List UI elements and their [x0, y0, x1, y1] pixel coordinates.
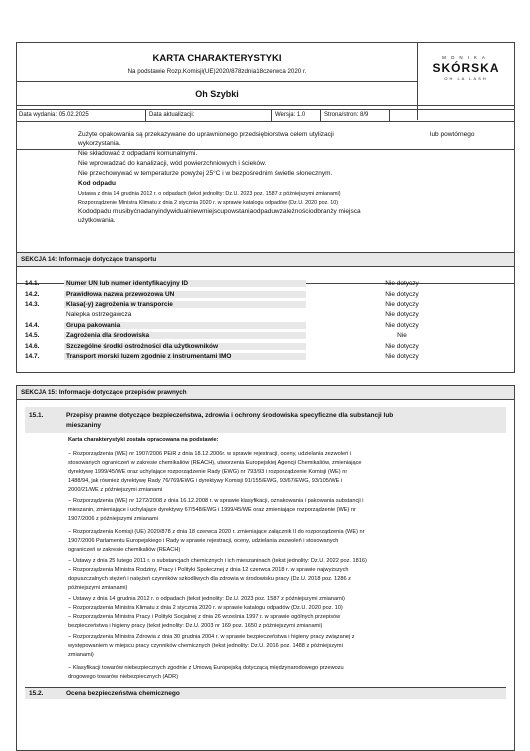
subsection-number: 15.2.	[29, 690, 44, 697]
divider	[17, 81, 417, 82]
regulation-line: dyrektywę 1999/45/WE oraz uchylające rozporządzenie Rady (EWG) nr 793/93 i rozporządzenie Komisji (WE) nr	[68, 469, 348, 475]
divider	[320, 110, 321, 121]
regulation-line: 1907/2006 Parlamentu Europejskiego i Rady w sprawie rejestracji, oceny, udzielania zezwoleń i stosowanych	[68, 538, 339, 544]
disposal-line: Zużyte opakowania są przekazywane do uprawnionego przedsiębiorstwa celem utylizacji	[78, 131, 334, 138]
row-label: Nalepka ostrzegawcza	[66, 311, 132, 318]
regulation-line: − Rozporządzenia (WE) nr 1272/2008 z dnia 16.12.2008 r. w sprawie klasyfikacji, oznakowania i pakowania substancji i	[68, 498, 364, 504]
waste-regulation-line: Rozporządzenie Ministra Klimatu z dnia 2 stycznia 2020 r. w sprawie katalogu odpadów (Dz.U. 2020 poz. 10)	[78, 200, 339, 206]
logo-bottom-text: OH LA LASH	[444, 76, 488, 81]
regulation-line: − Rozporządzenia Ministra Pracy i Polityki Socjalnej z dnia 26 września 1997 r. w sprawie ogólnych przepisów	[68, 614, 341, 620]
disposal-line: Nie przechowywać w temperaturze powyżej 25°C i w bezpośrednim świetle słonecznym.	[78, 170, 333, 177]
row-value: Nie	[397, 332, 407, 339]
regulation-line: ograniczeń w zakresie chemikaliów (REACH)	[68, 547, 181, 553]
regulation-line: 2000/21/WE z późniejszymi zmianami	[68, 487, 163, 493]
row-value: Nie dotyczy	[385, 280, 419, 287]
row-value: Nie dotyczy	[385, 322, 419, 329]
document-meta-row	[17, 109, 514, 122]
row-number: 14.2.	[25, 291, 40, 298]
row-value: Nie dotyczy	[385, 291, 419, 298]
issue-date: Data wydania: 05.02.2025	[19, 112, 89, 118]
regulation-line: − Rozporządzenia Ministra Klimatu z dnia 2 stycznia 2020 r. w sprawie katalogu odpadów (Dz.U. 2020 poz. 10)	[68, 605, 343, 611]
divider	[17, 105, 514, 106]
regulation-line: stosowanych ograniczeń w zakresie chemikaliów (REACH), utworzenia Europejskiej Agencji Chemikaliów, zmieniające	[68, 460, 362, 466]
regulation-line: późniejszymi zmianami)	[68, 585, 128, 591]
regulation-line: − Rozporządzenia Ministra Zdrowia z dnia 30 grudnia 2004 r. w sprawie bezpieczeństwa i higieny pracy związanej z	[68, 634, 355, 640]
disposal-line-tail: lub powtórnego	[430, 131, 475, 138]
section-14-header	[16, 252, 515, 267]
row-number: 14.7.	[25, 353, 40, 360]
regulation-line: − Rozporządzenia (WE) nr 1907/2006 PEiR z dnia 18.12.2006r. w sprawie rejestracji, oceny, udzielania zezwoleń i	[68, 451, 351, 457]
regulation-line: bezpieczeństwa i higieny pracy (tekst jednolity: Dz.U. 2003 nr 169 poz. 1650 z późniejszymi zmianami)	[68, 623, 323, 629]
basis-heading: Karta charakterystyki została opracowana na podstawie:	[68, 437, 219, 443]
section-15-body	[16, 399, 515, 751]
regulation-line: − Klasyfikacji towarów niebezpiecznych zgodnie z Umową Europejską dotyczącą międzynarodowego przewozu	[68, 665, 344, 671]
regulation-line: zmianami)	[68, 652, 94, 658]
brand-logo	[422, 55, 510, 81]
row-label: Klasa(-y) zagrożenia w transporcie	[64, 301, 306, 308]
row-label: Grupa pakowania	[64, 322, 306, 329]
section-15-header	[16, 385, 515, 400]
logo-main-text: SKÓRSKA	[432, 61, 500, 75]
waste-code-label: Kod odpadu	[78, 180, 116, 187]
waste-code-line: Kododpadu musibyćnadanyindywidualniewmiejscupowstaniaodpaduwzależnościodbranży miejsca	[78, 208, 361, 215]
row-number: 14.4.	[25, 322, 40, 329]
regulation-line: mieszanin, zmieniające i uchylające dyrektywy 67/548/EWG i 1999/45/WE oraz zmieniające rozporządzenie (WE) nr	[68, 507, 356, 513]
regulation-line: 1488/94, jak również dyrektywę Rady 76/769/EWG i dyrektywy Komisji 91/155/EWG, 93/67/EWG, 93/105/WE i	[68, 478, 343, 484]
section-14-title: SEKCJA 14: Informacje dotyczące transportu	[21, 256, 157, 263]
version: Wersja: 1.0	[275, 112, 306, 118]
section-14-body	[16, 266, 515, 373]
disposal-line: Nie wprowadzać do kanalizacji, wód powierzchniowych i ścieków.	[78, 160, 267, 167]
row-value: Nie dotyczy	[385, 301, 419, 308]
divider	[145, 110, 146, 121]
waste-code-line: użytkowania.	[78, 217, 116, 224]
update-date: Data aktualizacji:	[149, 112, 195, 118]
subsection-title: Ocena bezpieczeństwa chemicznego	[66, 690, 180, 697]
regulation-line: drogowego towarów niebezpiecznych (ADR)	[68, 674, 179, 680]
regulation-line: − Ustawy z dnia 14 grudnia 2012 r. o odpadach (tekst jednolity: Dz.U. 2023 poz. 1587 z późniejszymi zmianami)	[68, 596, 345, 602]
regulation-line: występowaniem w miejscu pracy czynników chemicznych (tekst jednolity: Dz.U. 2016 poz. 1488 z późniejszymi	[68, 643, 343, 649]
regulation-line: − Rozporządzenia Komisji (UE) 2020/878 z dnia 18 czerwca 2020 r. zmieniające załącznik II do rozporządzenia (WE) nr	[68, 529, 365, 535]
subsection-title: Przepisy prawne dotyczące bezpieczeństwa, zdrowia i ochrony środowiska specyficzne dla substancji lub	[66, 412, 394, 419]
page-count: Strona/stron: 8/9	[324, 112, 369, 118]
row-label: Transport morski luzem zgodnie z instrumentami IMO	[64, 353, 306, 360]
transport-row	[17, 291, 514, 300]
row-label: Zagrożenia dla środowiska	[64, 332, 306, 339]
transport-row	[17, 301, 514, 310]
row-label: Prawidłowa nazwa przewozowa UN	[64, 291, 306, 298]
document-title: KARTA CHARAKTERYSTYKI	[152, 53, 282, 64]
row-number: 14.6.	[25, 343, 40, 350]
section-15-title: SEKCJA 15: Informacje dotyczące przepisów prawnych	[21, 389, 187, 396]
row-value: Nie dotyczy	[385, 343, 419, 350]
subsection-number: 15.1.	[29, 412, 44, 419]
waste-regulation-line: Ustawa z dnia 14 grudnia 2012 r. o odpadach (tekst jednolity: Dz.U. 2023 poz. 1587 z późniejszymi zmianami)	[78, 191, 341, 197]
regulation-line: − Rozporządzenia Ministra Rodziny, Pracy i Polityki Społecznej z dnia 12 czerwca 2018 r. w sprawie najwyższych	[68, 567, 349, 573]
regulation-line: 1907/2006 z późniejszymi zmianami	[68, 516, 158, 522]
regulation-line: − Ustawy z dnia 25 lutego 2011 r. o substancjach chemicznych i ich mieszaninach (tekst jednolity: Dz.U. 2022 poz. 1816)	[68, 558, 367, 564]
product-name: Oh Szybki	[195, 89, 239, 99]
row-value: Nie dotyczy	[385, 353, 419, 360]
divider	[271, 110, 272, 121]
regulation-line: dopuszczalnych stężeń i natężeń czynników szkodliwych dla zdrowia w środowisku pracy (Dz.U. 2018 poz. 1286 z	[68, 576, 351, 582]
row-label: Szczególne środki ostrożności dla użytkowników	[64, 343, 306, 350]
transport-row	[17, 311, 514, 320]
subsection-title: mieszaniny	[66, 422, 102, 429]
row-number: 14.3.	[25, 301, 40, 308]
transport-row	[17, 353, 514, 362]
row-number: 14.1.	[25, 280, 40, 287]
regulation-subtitle: Na podstawie Rozp.Komisji(UE)2020/878zdnia18czerwca 2020 r.	[127, 68, 307, 75]
subsection-header-bar	[25, 407, 506, 433]
row-label: Numer UN lub numer identyfikacyjny ID	[64, 280, 306, 287]
logo-top-text: MONIKA	[442, 55, 490, 60]
transport-row	[17, 280, 514, 289]
disposal-line: wykorzystania.	[78, 140, 121, 147]
sds-page	[16, 42, 515, 697]
transport-row	[17, 332, 514, 341]
row-number: 14.5.	[25, 332, 40, 339]
row-value: Nie dotyczy	[385, 311, 419, 318]
transport-row	[17, 322, 514, 331]
transport-row	[17, 343, 514, 352]
divider	[389, 110, 390, 121]
disposal-line: Nie składować z odpadami komunalnymi.	[78, 150, 198, 157]
